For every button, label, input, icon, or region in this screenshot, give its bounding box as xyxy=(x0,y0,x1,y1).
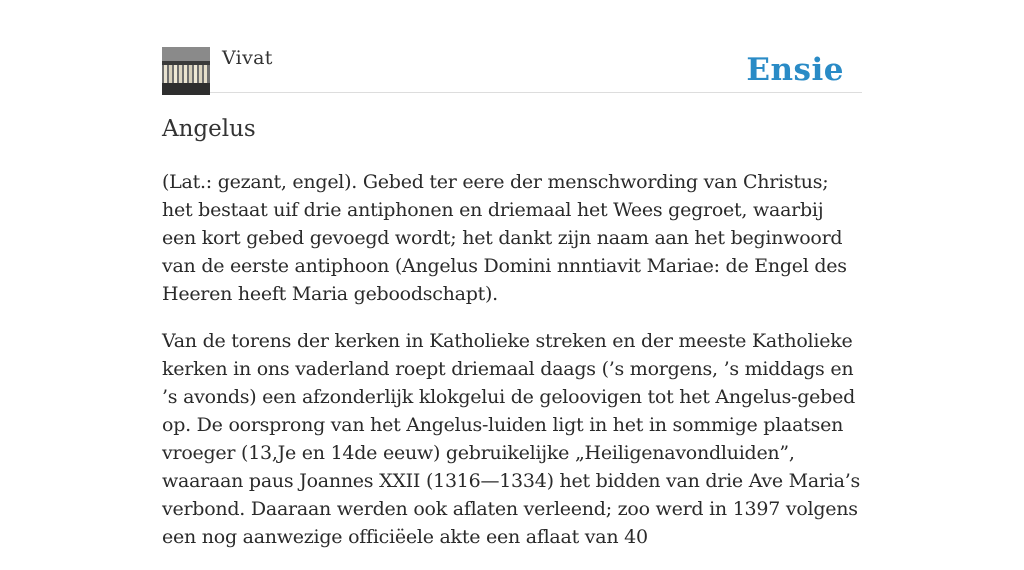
avatar[interactable] xyxy=(162,47,210,95)
brand-logo[interactable]: Ensie xyxy=(746,52,844,88)
avatar-image xyxy=(162,47,210,95)
article-title: Angelus xyxy=(162,116,256,142)
paragraph: Van de torens der kerken in Katholieke streken en der meeste Katholieke kerken in ons vaderland roept driemaal daags (’s morgens, ’s middags en ’s avonds) een afzonderlijk klokgelui de geloovigen tot het Angelus-gebed op. De oorsprong van het Angelus-luiden ligt in het in sommige plaatsen vroeger (13,Je en 14de eeuw) gebruikelijke „Heiligenavondluiden”, waaraan paus Joannes XXII (1316—1334) het bidden van drie Ave Maria’s verbond. Daaraan werden ook aflaten verleend; zoo werd in 1397 volgens een nog aanwezige officiëele akte een aflaat van 40 xyxy=(162,330,860,548)
author-name[interactable]: Vivat xyxy=(222,47,273,69)
paragraph: (Lat.: gezant, engel). Gebed ter eere der menschwording van Christus; het bestaat uif drie antiphonen en driemaal het Wees gegroet, waarbij een kort gebed gevoegd wordt; het dankt zijn naam aan het beginwoord van de eerste antiphoon (Angelus Domini nnntiavit Mariae: de Engel des Heeren heeft Maria geboodschapt). xyxy=(162,171,847,305)
header xyxy=(162,0,862,93)
article-body xyxy=(162,168,862,570)
page xyxy=(162,0,862,548)
